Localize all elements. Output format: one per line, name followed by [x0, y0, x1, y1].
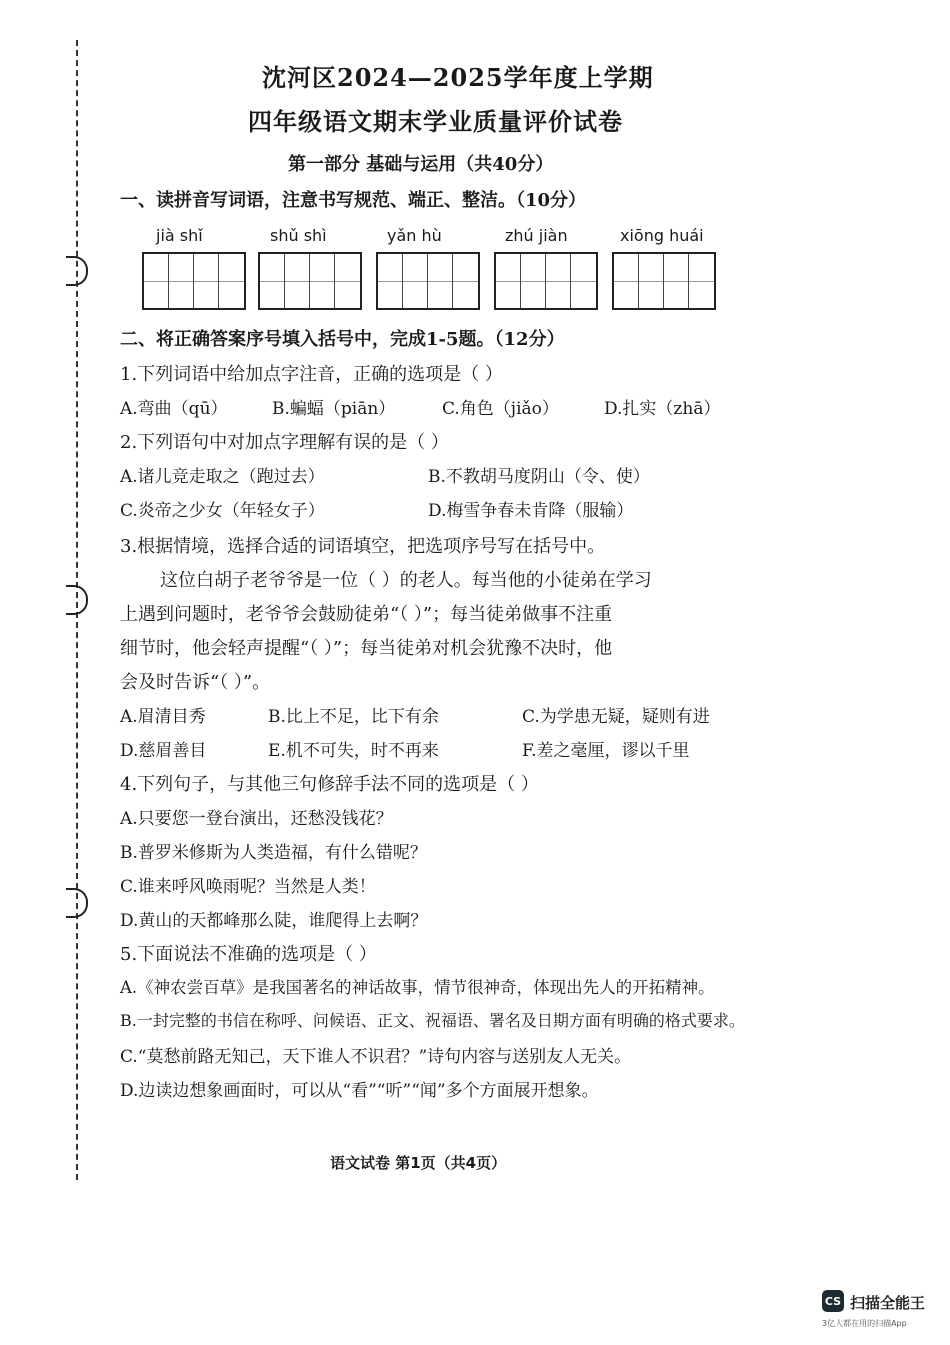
exam-title-line1: 沈河区2024—2025学年度上学期 [262, 63, 654, 92]
q3-option-c: C.为学患无疑，疑则有进 [522, 707, 710, 727]
scanner-app-name: 扫描全能王 [850, 1294, 926, 1312]
q5-option-b: B.一封完整的书信在称呼、问候语、正文、祝福语、署名及日期方面有明确的格式要求。 [120, 1011, 745, 1030]
q3-option-a: A.眉清目秀 [120, 707, 206, 727]
q5-option-d: D.边读边想象画面时，可以从“看”“听”“闻”多个方面展开想象。 [120, 1081, 599, 1101]
q2-option-c: C.炎帝之少女（年轻女子） [120, 501, 325, 521]
q4-option-d: D.黄山的天都峰那么陡，谁爬得上去啊？ [120, 911, 428, 931]
exam-title-line2: 四年级语文期末学业质量评价试卷 [248, 107, 623, 136]
punch-hole [66, 888, 88, 918]
q2-option-a: A.诸儿竞走取之（跑过去） [120, 467, 325, 487]
section1-heading: 一、读拼音写词语，注意书写规范、端正、整洁。（10分） [120, 190, 587, 211]
q2-option-d: D.梅雪争春未肯降（服输） [428, 501, 634, 521]
q3-paragraph-line4: 会及时告诉“（ ）”。 [120, 672, 271, 693]
q3-stem: 3.根据情境，选择合适的词语填空，把选项序号写在括号中。 [120, 536, 606, 557]
q3-paragraph-line3: 细节时，他会轻声提醒“（ ）”；每当徒弟对机会犹豫不决时，他 [120, 638, 613, 659]
q2-option-b: B.不教胡马度阴山（令、使） [428, 467, 650, 487]
q3-option-f: F.差之毫厘，谬以千里 [522, 741, 690, 761]
writing-grid[interactable] [612, 252, 716, 310]
pinyin-2: shǔ shì [270, 226, 327, 245]
q1-option-b: B.蝙蝠（piān） [272, 399, 396, 419]
q1-stem: 1.下列词语中给加点字注音，正确的选项是（ ） [120, 364, 503, 385]
writing-grid[interactable] [258, 252, 362, 310]
q4-option-a: A.只要您一登台演出，还愁没钱花？ [120, 809, 393, 829]
q3-option-e: E.机不可失，时不再来 [268, 741, 439, 761]
writing-grid[interactable] [376, 252, 480, 310]
q4-option-c: C.谁来呼风唤雨呢？当然是人类！ [120, 877, 376, 897]
q1-option-a: A.弯曲（qū） [120, 399, 228, 419]
q5-option-a: A.《神农尝百草》是我国著名的神话故事，情节很神奇，体现出先人的开拓精神。 [120, 978, 715, 997]
q4-option-b: B.普罗米修斯为人类造福，有什么错呢？ [120, 843, 427, 863]
punch-hole [66, 256, 88, 286]
punch-hole [66, 585, 88, 615]
page-footer: 语文试卷 第1页（共4页） [330, 1154, 507, 1172]
part-title: 第一部分 基础与运用（共40分） [288, 154, 554, 175]
scanner-logo-icon: CS [822, 1290, 844, 1312]
pinyin-4: zhú jiàn [505, 226, 568, 245]
pinyin-5: xiōng huái [620, 226, 704, 245]
q4-stem: 4.下列句子，与其他三句修辞手法不同的选项是（ ） [120, 774, 539, 795]
q2-stem: 2.下列语句中对加点字理解有误的是（ ） [120, 432, 449, 453]
scanner-tagline: 3亿人都在用的扫描App [822, 1319, 907, 1328]
q3-option-b: B.比上不足，比下有余 [268, 707, 439, 727]
q3-option-d: D.慈眉善目 [120, 741, 207, 761]
q3-paragraph-line2: 上遇到问题时，老爷爷会鼓励徒弟“（ ）”；每当徒弟做事不注重 [120, 604, 613, 625]
q3-paragraph-line1: 这位白胡子老爷爷是一位（ ）的老人。每当他的小徒弟在学习 [160, 570, 652, 591]
section2-heading: 二、将正确答案序号填入括号中，完成1-5题。（12分） [120, 329, 565, 350]
pinyin-3: yǎn hù [387, 226, 442, 245]
q5-option-c: C.“莫愁前路无知己，天下谁人不识君？”诗句内容与送别友人无关。 [120, 1047, 632, 1067]
pinyin-1: jià shǐ [156, 226, 203, 245]
q1-option-c: C.角色（jiǎo） [442, 399, 559, 419]
writing-grid[interactable] [494, 252, 598, 310]
writing-grid[interactable] [142, 252, 246, 310]
q1-option-d: D.扎实（zhā） [604, 399, 721, 419]
q5-stem: 5.下面说法不准确的选项是（ ） [120, 944, 377, 965]
